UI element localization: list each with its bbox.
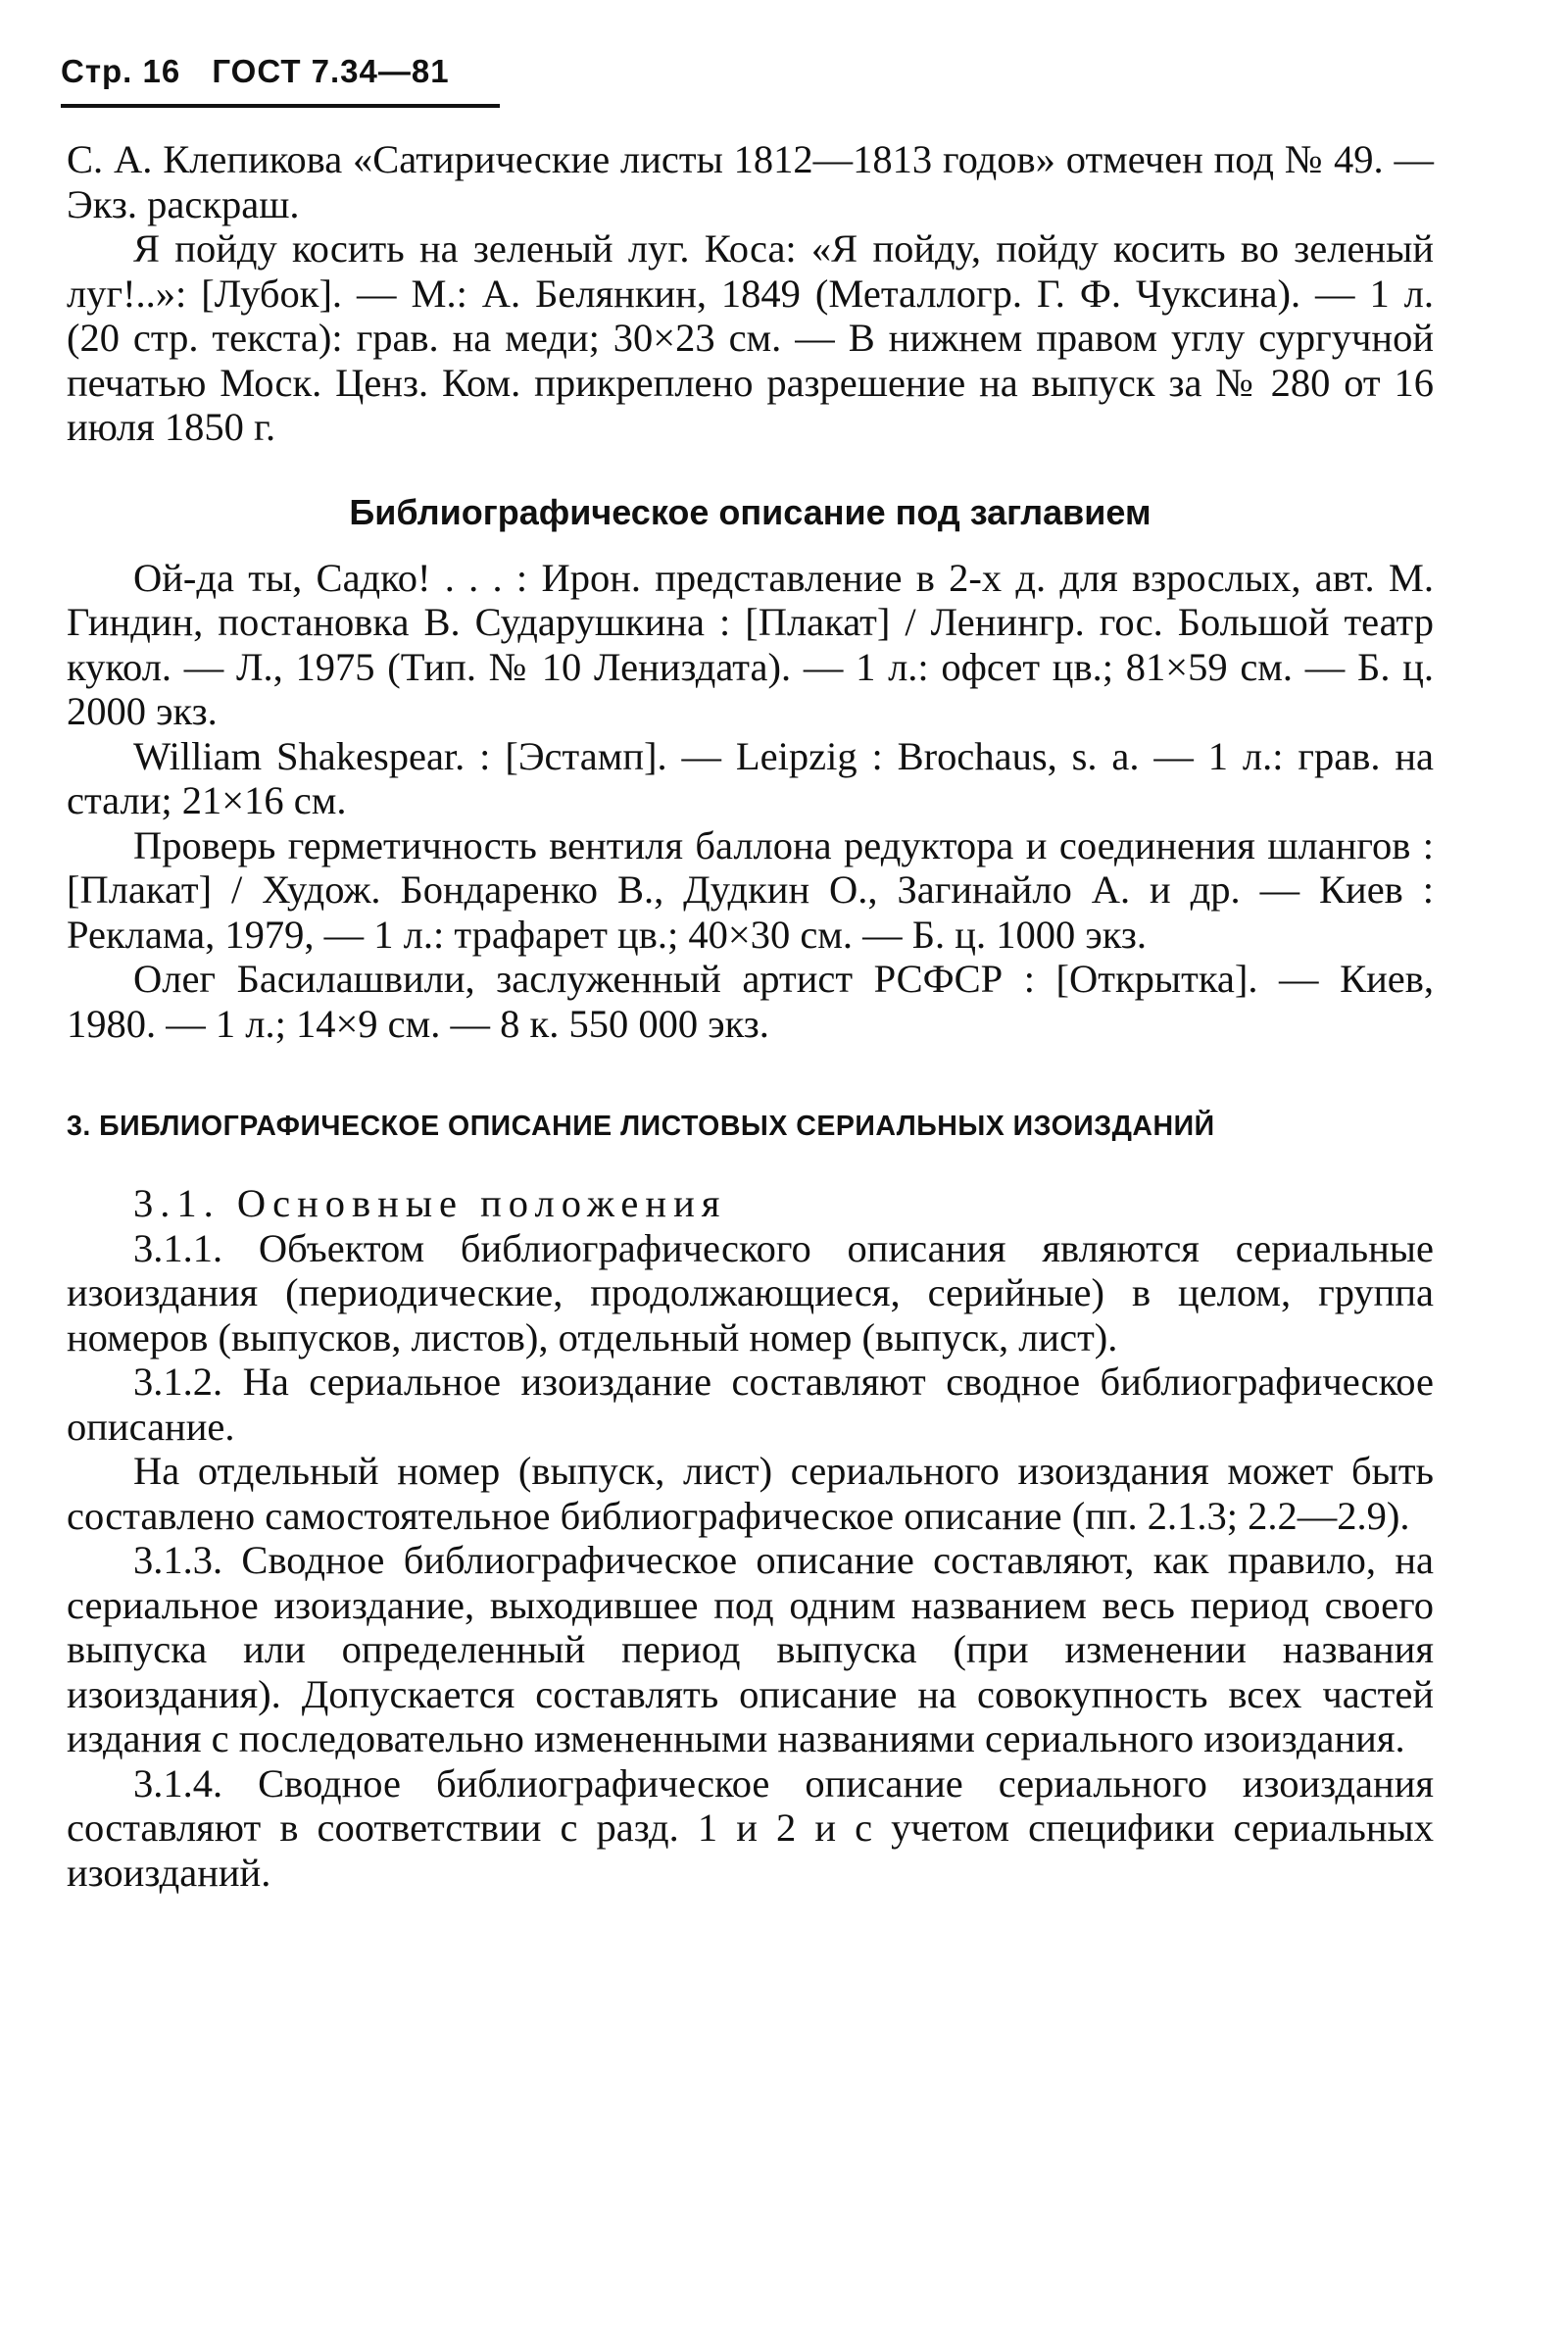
entry-paragraph: William Shakespear. : [Эстамп]. — Leipzig : Brochaus, s. a. — 1 л.: грав. на стали; 21×16 см. (67, 733, 1434, 822)
clause-paragraph: На отдельный номер (выпуск, лист) сериального изоиздания может быть составлено самостоятельное библиографическое описание (пп. 2.1.3; 2.2—2.9). (67, 1449, 1434, 1538)
chapter-heading: 3. БИБЛИОГРАФИЧЕСКОЕ ОПИСАНИЕ ЛИСТОВЫХ СЕРИАЛЬНЫХ ИЗОИЗДАНИЙ (67, 1111, 1215, 1142)
clause-paragraph: 3.1.3. Сводное библиографическое описание составляют, как правило, на сериальное изоиздание, выходившее под одним названием весь период своего выпуска или определенный период выпуска (при изменении названия изоиздания). Допускается составлять описание на совокупность всех частей издания с последовательно измененными названиями сериального изоиздания. (67, 1538, 1434, 1760)
entry-paragraph: Олег Басилашвили, заслуженный артист РСФСР : [Открытка]. — Киев, 1980. — 1 л.; 14×9 см. — 8 к. 550 000 экз. (67, 957, 1434, 1046)
subsection-heading: 3.1. Основные положения (133, 1181, 727, 1225)
entry-paragraph: Я пойду косить на зеленый луг. Коса: «Я пойду, пойду косить во зеленый луг!..»: [Лубок]. — М.: А. Белянкин, 1849 (Металлогр. Г. Ф. Чуксина). — 1 л. (20 стр. текста): грав. на меди; 30×23 см. — В нижнем правом углу сургучной печатью Моск. Ценз. Ком. прикреплено разрешение на выпуск за № 280 от 16 июля 1850 г. (67, 226, 1434, 449)
continuation-paragraph: С. А. Клепикова «Сатирические листы 1812—1813 годов» отмечен под № 49. — Экз. раскраш. (67, 137, 1434, 226)
clause-paragraph: 3.1.4. Сводное библиографическое описание сериального изоиздания составляют в соответствии с разд. 1 и 2 и с учетом специфики сериальных изоизданий. (67, 1760, 1434, 1895)
running-header (61, 53, 450, 90)
header-rule (61, 104, 500, 108)
page-number: Стр. 16 (61, 53, 181, 89)
body-text (67, 137, 1434, 1895)
entry-paragraph: Проверь герметичность вентиля баллона редуктора и соединения шлангов : [Плакат] / Худож. Бондаренко В., Дудкин О., Загинайло А. и др. — Киев : Реклама, 1979, — 1 л.: трафарет цв.; 40×30 см. — Б. ц. 1000 экз. (67, 822, 1434, 957)
clause-paragraph: 3.1.2. На сериальное изоиздание составляют сводное библиографическое описание. (67, 1360, 1434, 1449)
entry-paragraph: Ой-да ты, Садко! . . . : Ирон. представление в 2-х д. для взрослых, авт. М. Гиндин, постановка В. Сударушкина : [Плакат] / Ленингр. гос. Большой театр кукол. — Л., 1975 (Тип. № 10 Лениздата). — 1 л.: офсет цв.; 81×59 см. — Б. ц. 2000 экз. (67, 555, 1434, 733)
standard-code: ГОСТ 7.34—81 (212, 53, 450, 89)
section-heading: Библиографическое описание под заглавием (349, 491, 1152, 532)
clause-paragraph: 3.1.1. Объектом библиографического описания являются сериальные изоиздания (периодические, продолжающиеся, серийные) в целом, группа номеров (выпусков, листов), отдельный номер (выпуск, лист). (67, 1225, 1434, 1360)
